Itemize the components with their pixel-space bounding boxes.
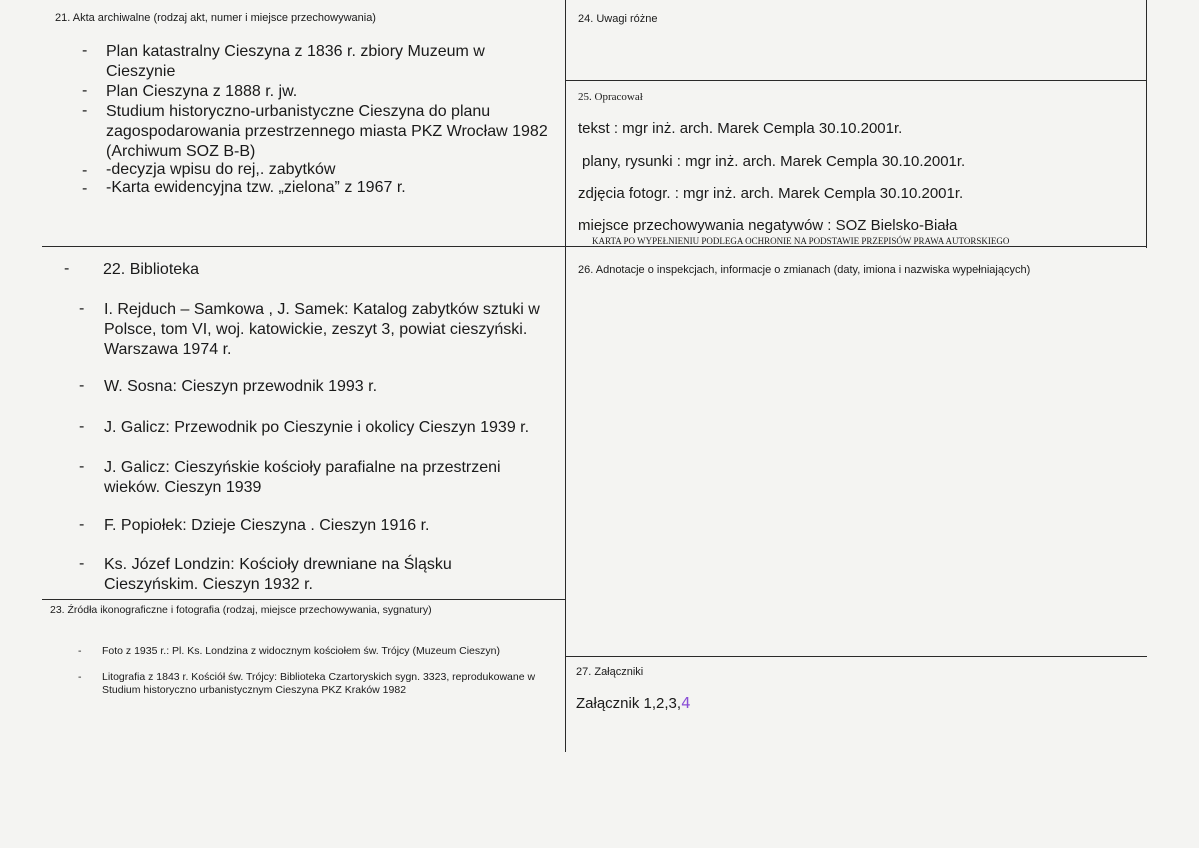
author-plans-line: plany, rysunki : mgr inż. arch. Marek Cempla 30.10.2001r. — [582, 153, 966, 170]
vertical-divider — [565, 0, 566, 752]
list-dash: - — [78, 671, 82, 683]
handwritten-number: 4 — [681, 694, 691, 712]
divider-26-27 — [565, 656, 1147, 657]
library-item: F. Popiołek: Dzieje Cieszyna . Cieszyn 1916 r. — [104, 517, 430, 534]
divider-24-25 — [565, 80, 1147, 81]
list-dash: - — [82, 82, 88, 99]
negatives-storage-line: miejsce przechowywania negatywów : SOZ Bielsko-Biała — [578, 217, 958, 234]
copyright-notice: KARTA PO WYPEŁNIENIU PODLEGA OCHRONIE NA PODSTAWIE PRZEPISÓW PRAWA AUTORSKIEGO — [592, 236, 1010, 246]
author-photos-line: zdjęcia fotogr. : mgr inż. arch. Marek Cempla 30.10.2001r. — [578, 185, 964, 202]
section-23-title: 23. Źródła ikonograficzne i fotografia (rodzaj, miejsce przechowywania, sygnatury) — [50, 604, 432, 616]
list-dash: - — [79, 458, 85, 475]
archive-item: Studium historyczno-urbanistyczne Cieszyna do planu zagospodarowania przestrzennego miasta PKZ Wrocław 1982 (Archiwum SOZ B-B) — [106, 103, 548, 160]
library-item: J. Galicz: Przewodnik po Cieszynie i okolicy Cieszyn 1939 r. — [104, 419, 530, 436]
library-item: Ks. Józef Londzin: Kościoły drewniane na Śląsku Cieszyńskim. Cieszyn 1932 r. — [104, 556, 452, 593]
list-dash: - — [78, 645, 82, 657]
section-27-title: 27. Załączniki — [576, 666, 644, 678]
list-dash: - — [82, 180, 88, 197]
section-24-title: 24. Uwagi różne — [578, 13, 658, 25]
iconography-item: Foto z 1935 r.: Pl. Ks. Londzina z widocznym kościołem św. Trójcy (Muzeum Cieszyn) — [102, 645, 500, 657]
list-dash: - — [79, 516, 85, 533]
library-item: I. Rejduch – Samkowa , J. Samek: Katalog zabytków sztuki w Polsce, tom VI, woj. katowickie, zeszyt 3, powiat cieszyński. Warszawa 1974 r. — [104, 301, 540, 358]
right-border — [1146, 0, 1147, 248]
attachments-value — [576, 694, 691, 712]
archive-item: Plan Cieszyna z 1888 r. jw. — [106, 83, 298, 100]
section-22-title: 22. Biblioteka — [103, 261, 200, 278]
divider-22-23 — [42, 599, 565, 600]
archive-item: Plan katastralny Cieszyna z 1836 r. zbiory Muzeum w Cieszynie — [106, 43, 485, 80]
list-dash: - — [79, 300, 85, 317]
divider-21-22 — [42, 246, 1147, 247]
list-dash: - — [64, 260, 70, 277]
list-dash: - — [82, 102, 88, 119]
list-dash: - — [82, 42, 88, 59]
section-26-title: 26. Adnotacje o inspekcjach, informacje o zmianach (daty, imiona i nazwiska wypełniających) — [578, 264, 1031, 276]
library-item: W. Sosna: Cieszyn przewodnik 1993 r. — [104, 378, 378, 395]
list-dash: - — [82, 162, 88, 179]
library-item: J. Galicz: Cieszyńskie kościoły parafialne na przestrzeni wieków. Cieszyn 1939 — [104, 459, 501, 496]
iconography-item: Litografia z 1843 r. Kościół św. Trójcy: Biblioteka Czartoryskich sygn. 3323, reprodukowane w Studium historyczno urbanistycznym Cieszyna PKZ Kraków 1982 — [102, 671, 536, 696]
section-25-title: 25. Opracował — [578, 91, 643, 103]
list-dash: - — [79, 418, 85, 435]
archive-item: -Karta ewidencyjna tzw. „zielona” z 1967 r. — [106, 179, 406, 196]
archive-item: -decyzja wpisu do rej,. zabytków — [106, 161, 336, 178]
list-dash: - — [79, 555, 85, 572]
list-dash: - — [79, 377, 85, 394]
attachments-list: Załącznik 1,2,3, — [576, 695, 682, 712]
author-text-line: tekst : mgr inż. arch. Marek Cempla 30.10.2001r. — [578, 120, 903, 137]
section-21-title: 21. Akta archiwalne (rodzaj akt, numer i miejsce przechowywania) — [55, 12, 376, 24]
